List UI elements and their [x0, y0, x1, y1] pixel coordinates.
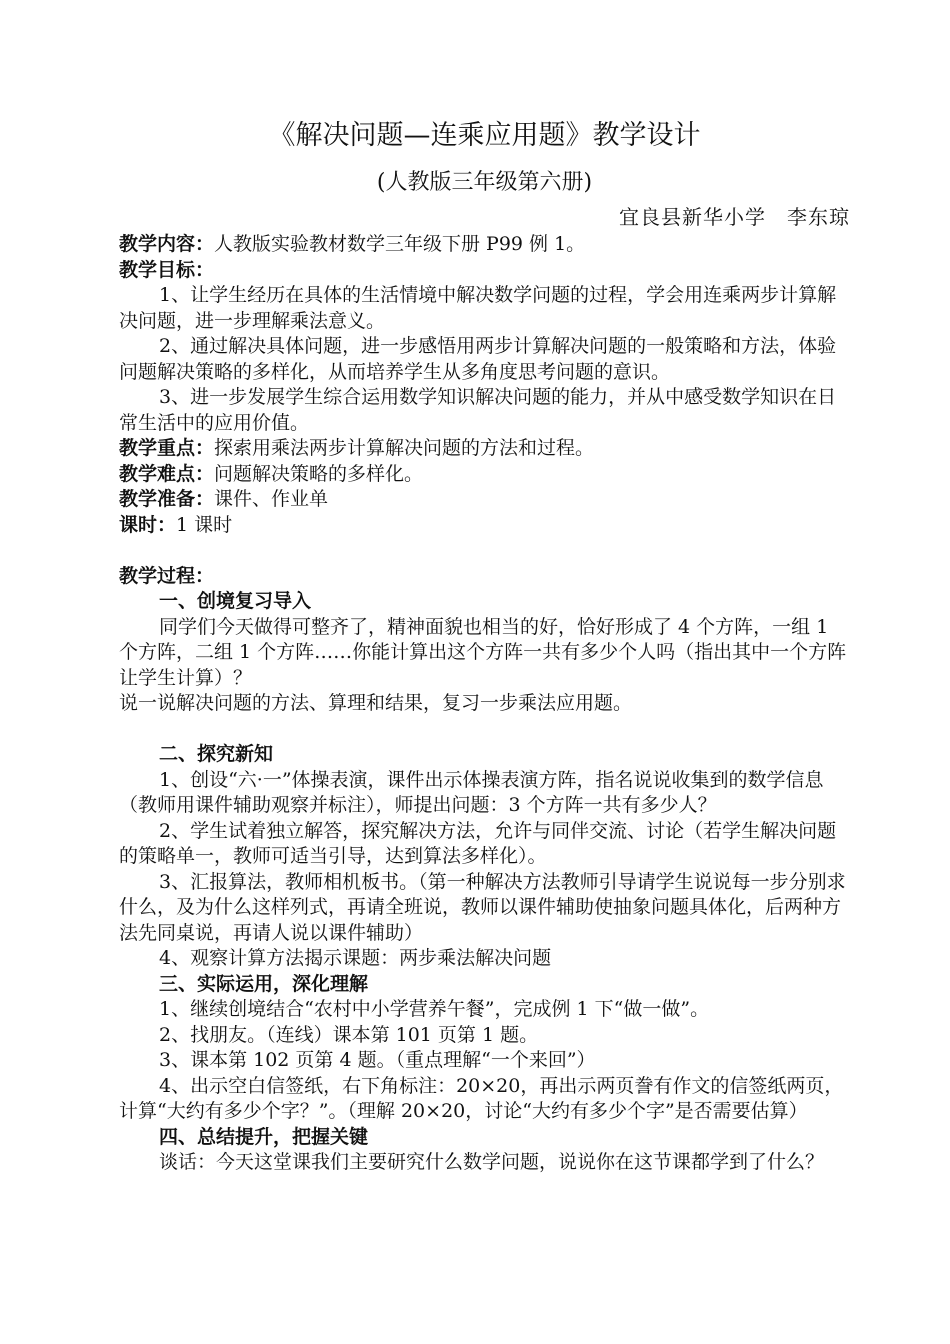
teaching-preparation	[119, 487, 850, 513]
section-3-paragraph-1: 1、继续创境结合“农村中小学营养午餐”，完成例 1 下“做一做”。	[159, 998, 710, 1020]
section-2-paragraph-2: 2、学生试着独立解答，探究解决方法，允许与同伴交流、讨论（若学生解决问题的策略单一，教师可适当引导，达到算法多样化）。	[119, 819, 837, 867]
section-3-paragraph-2: 2、找朋友。（连线）课本第 101 页第 1 题。	[159, 1023, 539, 1046]
teaching-content-text: 人教版实验教材数学三年级下册 P99 例 1。	[214, 233, 586, 255]
spacer	[119, 538, 850, 564]
document-subtitle: (人教版三年级第六册)	[376, 170, 593, 195]
section-1-title: 一、创境复习导入	[159, 590, 312, 612]
section-2-paragraph-4: 4、观察计算方法揭示课题：两步乘法解决问题	[159, 947, 552, 969]
document-title: 《解决问题—连乘应用题》教学设计	[268, 120, 701, 151]
goal-2: 2、通过解决具体问题，进一步感悟用两步计算解决问题的一般策略和方法，体验问题解决策略的多样化，从而培养学生从多角度思考问题的意识。	[119, 335, 837, 383]
section-3-paragraph-4: 4、出示空白信签纸，右下角标注：20×20，再出示两页誊有作文的信签纸两页，计算“大约有多少个字？”。（理解 20×20，讨论“大约有多少个字”是否需要估算）	[119, 1074, 844, 1122]
preparation-label: 教学准备：	[119, 488, 215, 510]
teaching-key-point	[119, 436, 850, 462]
teaching-goals-heading	[119, 258, 850, 284]
process-heading	[119, 564, 850, 590]
section-4-paragraph-1: 谈话：今天这堂课我们主要研究什么数学问题，说说你在这节课都学到了什么？	[159, 1151, 825, 1173]
goal-3: 3、进一步发展学生综合运用数学知识解决问题的能力，并从中感受数学知识在日常生活中的应用价值。	[119, 386, 837, 434]
teaching-goals-label: 教学目标：	[119, 258, 215, 281]
process-label: 教学过程：	[119, 564, 215, 587]
section-1-paragraph-1: 同学们今天做得可整齐了，精神面貌也相当的好，恰好形成了 4 个方阵，一组 1 个方阵，二组 1 个方阵……你能计算出这个方阵一共有多少个人吗（指出其中一个方阵让学生计算）？	[119, 615, 847, 689]
difficulty-label: 教学难点：	[119, 462, 215, 485]
teaching-difficulty	[119, 462, 850, 488]
section-2-paragraph-1: 1、创设“六·一”体操表演，课件出示体操表演方阵，指名说说收集到的数学信息（教师用课件辅助观察并标注），师提出问题：3 个方阵一共有多少人？	[119, 768, 824, 816]
class-period	[119, 513, 850, 539]
key-point-label: 教学重点：	[119, 437, 215, 459]
section-2-title: 二、探究新知	[159, 743, 274, 765]
author-line: 宜良县新华小学 李东琼	[619, 205, 850, 229]
preparation-text: 课件、作业单	[214, 488, 329, 510]
period-text: 1 课时	[176, 513, 233, 536]
section-1-paragraph-2: 说一说解决问题的方法、算理和结果，复习一步乘法应用题。	[119, 692, 633, 714]
period-label: 课时：	[119, 513, 177, 536]
section-3-paragraph-3: 3、课本第 102 页第 4 题。（重点理解“一个来回”）	[159, 1049, 596, 1071]
spacer	[119, 717, 850, 743]
section-3-title: 三、实际运用，深化理解	[159, 972, 369, 995]
difficulty-text: 问题解决策略的多样化。	[214, 462, 424, 485]
teaching-content-label: 教学内容：	[119, 233, 215, 255]
key-point-text: 探索用乘法两步计算解决问题的方法和过程。	[214, 437, 595, 459]
section-4-title: 四、总结提升，把握关键	[159, 1125, 369, 1148]
goal-1: 1、让学生经历在具体的生活情境中解决数学问题的过程，学会用连乘两步计算解决问题，进一步理解乘法意义。	[119, 284, 837, 332]
section-2-paragraph-3: 3、汇报算法，教师相机板书。（第一种解决方法教师引导请学生说说每一步分别求什么，及为什么这样列式，再请全班说，教师以课件辅助使抽象问题具体化，后两种方法先同桌说，再请人说以课件辅助）	[119, 870, 846, 944]
teaching-content	[119, 232, 850, 258]
